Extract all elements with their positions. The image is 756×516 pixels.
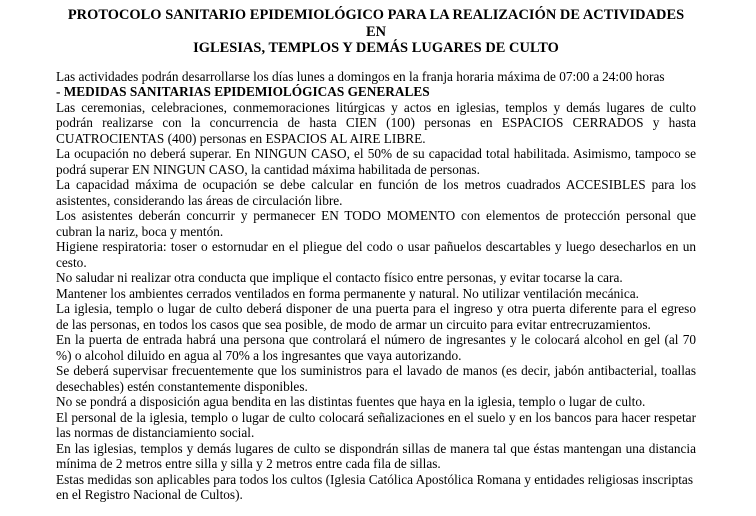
document-title — [56, 7, 696, 57]
paragraph-holy-water: No se pondrá a disposición agua bendita en las distintas fuentes que haya en la iglesia, templo o lugar de culto. — [56, 394, 646, 409]
paragraph-max-capacity: La capacidad máxima de ocupación se debe calcular en función de los metros cuadrados ACCESIBLES para los asistentes, considerando las áreas de circulación libre. — [56, 177, 696, 208]
paragraph-seating: En las iglesias, templos y demás lugares de culto se dispondrán sillas de manera tal que éstas mantengan una distancia mínima de 2 metros entre silla y silla y 2 metros entre cada fila de sillas. — [56, 440, 696, 471]
paragraph-protection: Los asistentes deberán concurrir y permanecer EN TODO MOMENTO con elementos de protección personal que cubran la nariz, boca y mentón. — [56, 208, 696, 239]
paragraph-hygiene: Higiene respiratoria: toser o estornudar en el pliegue del codo o usar pañuelos descartables y luego desecharlos en un cesto. — [56, 239, 696, 270]
paragraph-entrance-control: En la puerta de entrada habrá una persona que controlará el número de ingresantes y le colocará alcohol en gel (al 70 %) o alcohol diluido en agua al 70% a los ingresantes que vaya autorizando. — [56, 332, 696, 363]
paragraph-no-contact: No saludar ni realizar otra conducta que implique el contacto físico entre personas, y evitar tocarse la cara. — [56, 270, 623, 285]
document-title-line-2: IGLESIAS, TEMPLOS Y DEMÁS LUGARES DE CULTO — [193, 40, 559, 56]
schedule-text: Las actividades podrán desarrollarse los días lunes a domingos en la franja horaria máxima de 07:00 a 24:00 horas — [56, 68, 665, 84]
paragraph-doors: La iglesia, templo o lugar de culto deberá disponer de una puerta para el ingreso y otra puerta diferente para el egreso de las personas, en todos los casos que sea posible, de modo de armar un circuito para evitar entrecruzamientos. — [56, 301, 696, 332]
document-title-line-1: PROTOCOLO SANITARIO EPIDEMIOLÓGICO PARA LA REALIZACIÓN DE ACTIVIDADES EN — [67, 7, 685, 40]
paragraph-scope: Estas medidas son aplicables para todos los cultos (Iglesia Católica Apostólica Romana y entidades religiosas inscriptas en el Registro Nacional de Cultos). — [56, 471, 693, 502]
paragraph-signage: El personal de la iglesia, templo o lugar de culto colocará señalizaciones en el suelo y en los bancos para hacer respetar las normas de distanciamiento social. — [56, 409, 696, 440]
document-page — [56, 7, 696, 503]
paragraph-occupancy: La ocupación no deberá superar. En NINGUN CASO, el 50% de su capacidad total habilitada. Asimismo, tampoco se podrá superar EN NINGUN CASO, la cantidad máxima habilitada de personas. — [56, 146, 696, 177]
paragraph-supplies: Se deberá supervisar frecuentemente que los suministros para el lavado de manos (es decir, jabón antibacterial, toallas desechables) estén constantemente disponibles. — [56, 363, 696, 394]
paragraph-capacity: Las ceremonias, celebraciones, conmemoraciones litúrgicas y actos en iglesias, templos y demás lugares de culto podrán realizarse con la concurrencia de hasta CIEN (100) personas en ESPACIOS CERRADOS y hasta CUATROCIENTAS (400) personas en ESPACIOS AL AIRE LIBRE. — [56, 99, 696, 146]
paragraph-ventilation: Mantener los ambientes cerrados ventilados en forma permanente y natural. No utilizar ventilación mecánica. — [56, 285, 639, 301]
section-heading: - MEDIDAS SANITARIAS EPIDEMIOLÓGICAS GENERALES — [56, 84, 430, 99]
